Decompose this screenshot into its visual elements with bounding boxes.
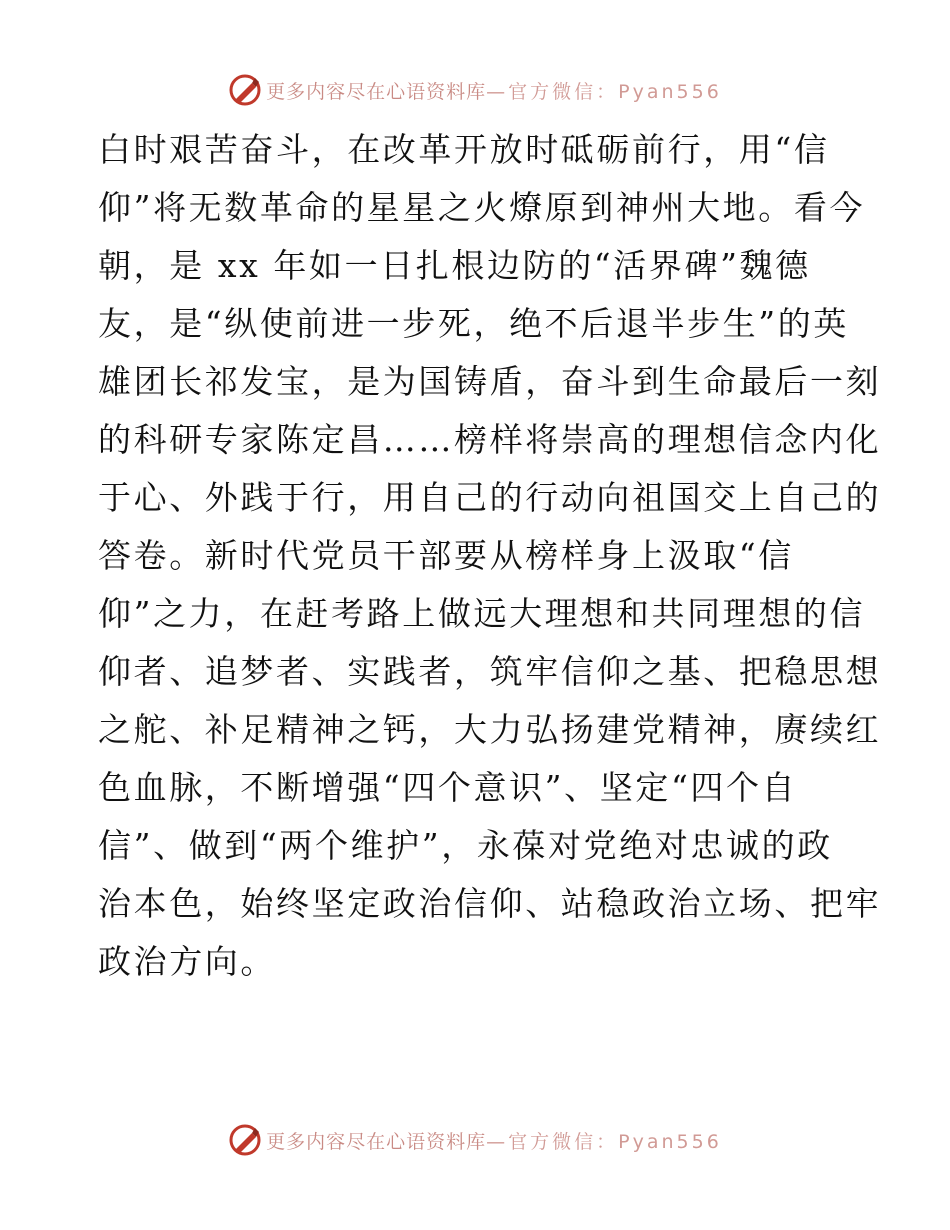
body-line: 雄团长祁发宝，是为国铸盾，奋斗到生命最后一刻 xyxy=(98,362,882,401)
header-banner-text xyxy=(266,77,722,104)
footer-banner-text xyxy=(266,1127,722,1154)
body-line: 仰者、追梦者、实践者，筑牢信仰之基、把稳思想 xyxy=(98,652,882,691)
pen-logo-icon xyxy=(228,1123,262,1157)
header-banner xyxy=(0,70,950,110)
body-line: 答卷。新时代党员干部要从榜样身上汲取“信 xyxy=(98,536,794,575)
body-line: 色血脉，不断增强“四个意识”、坚定“四个自 xyxy=(98,768,798,807)
body-line: 的科研专家陈定昌……榜样将崇高的理想信念内化 xyxy=(98,420,882,459)
body-line: 友，是“纵使前进一步死，绝不后退半步生”的英 xyxy=(98,304,849,343)
body-line: 朝，是 xx 年如一日扎根边防的“活界碑”魏德 xyxy=(98,246,811,285)
body-line: 仰”之力，在赶考路上做远大理想和共同理想的信 xyxy=(98,594,866,633)
header-site-text: 更多内容尽在心语资料库 xyxy=(266,80,487,103)
footer-banner xyxy=(0,1120,950,1160)
header-wechat-text: —官方微信：Pyan556 xyxy=(486,80,722,103)
pen-logo-icon xyxy=(228,73,262,107)
body-line: 政治方向。 xyxy=(98,942,276,981)
footer-site-text: 更多内容尽在心语资料库 xyxy=(266,1130,487,1153)
footer-wechat-text: —官方微信：Pyan556 xyxy=(486,1130,722,1153)
body-line: 于心、外践于行，用自己的行动向祖国交上自己的 xyxy=(98,478,882,517)
body-line: 信”、做到“两个维护”，永葆对党绝对忠诚的政 xyxy=(98,826,833,865)
body-line: 仰”将无数革命的星星之火燎原到神州大地。看今 xyxy=(98,188,866,227)
document-body xyxy=(98,121,882,991)
body-line: 白时艰苦奋斗，在改革开放时砥砺前行，用“信 xyxy=(98,130,830,169)
body-line: 之舵、补足精神之钙，大力弘扬建党精神，赓续红 xyxy=(98,710,882,749)
body-line: 治本色，始终坚定政治信仰、站稳政治立场、把牢 xyxy=(98,884,882,923)
